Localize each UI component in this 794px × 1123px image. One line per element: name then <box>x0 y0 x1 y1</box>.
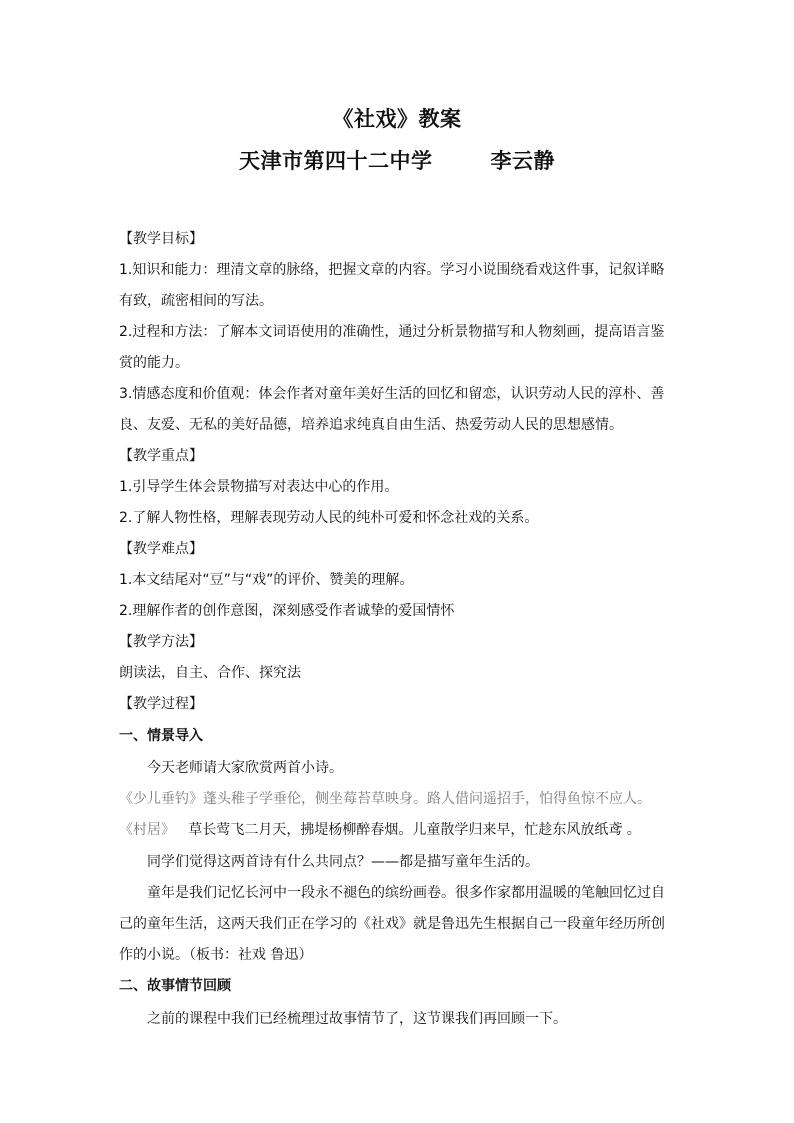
school-name: 天津市第四十二中学 <box>239 149 433 173</box>
poem-1: 《少儿垂钓》蓬头稚子学垂伦，侧坐莓苔草映身。路人借问遥招手，怕得鱼惊不应人。 <box>119 791 651 807</box>
keypoint-2: 2.了解人物性格，理解表现劳动人民的纯朴可爱和怀念社戏的关系。 <box>119 510 539 526</box>
difficulties-heading: 【教学难点】 <box>119 541 203 557</box>
poem-2-title: 《村居》 <box>119 822 175 838</box>
poem-2 <box>119 821 679 839</box>
difficulty-1: 1.本文结尾对“豆”与“戏”的评价、赞美的理解。 <box>119 572 414 588</box>
document-subtitle <box>0 148 794 174</box>
keypoint-1: 1.引导学生体会景物描写对表达中心的作用。 <box>119 479 399 495</box>
objective-2-line-2: 赏的能力。 <box>119 355 189 371</box>
difficulty-2: 2.理解作者的创作意图，深刻感受作者诚挚的爱国情怀 <box>119 603 455 619</box>
objective-1-line-2: 有致，疏密相间的写法。 <box>119 293 273 309</box>
objective-1-line-1: 1.知识和能力：理清文章的脉络，把握文章的内容。学习小说围绕看戏这件事，记叙详略 <box>119 262 665 278</box>
paragraph-line-2: 己的童年生活，这两天我们正在学习的《社戏》就是鲁迅先生根据自己一段童年经历所创 <box>119 916 665 932</box>
poem-2-text: 草长莺飞二月天，拂堤杨柳醉春烟。儿童散学归来早，忙趁东风放纸鸢 。 <box>188 822 641 838</box>
review-line: 之前的课程中我们已经梳理过故事情节了，这节课我们再回顾一下。 <box>147 1011 567 1027</box>
objective-2-line-1: 2.过程和方法：了解本文词语使用的准确性，通过分析景物描写和人物刻画，提高语言鉴 <box>119 324 665 340</box>
keypoints-heading: 【教学重点】 <box>119 448 203 464</box>
methods-heading: 【教学方法】 <box>119 634 203 650</box>
methods-text: 朗读法，自主、合作、探究法 <box>119 665 301 681</box>
process-heading: 【教学过程】 <box>119 696 203 712</box>
objective-3-line-2: 良、友爱、无私的美好品德，培养追求纯真自由生活、热爱劳动人民的思想感情。 <box>119 417 623 433</box>
section-1-heading: 一、情景导入 <box>119 728 203 744</box>
author-name: 李云静 <box>490 149 555 173</box>
objective-3-line-1: 3.情感态度和价值观：体会作者对童年美好生活的回忆和留恋，认识劳动人民的淳朴、善 <box>119 386 665 402</box>
document-title: 《社戏》教案 <box>332 107 462 131</box>
paragraph-line-1: 童年是我们记忆长河中一段永不褪色的缤纷画卷。很多作家都用温暖的笔触回忆过自 <box>147 885 665 901</box>
question-line: 同学们觉得这两首诗有什么共同点？——都是描写童年生活的。 <box>147 854 539 870</box>
intro-line: 今天老师请大家欣赏两首小诗。 <box>147 760 343 776</box>
paragraph-line-3: 作的小说。（板书：社戏 鲁迅） <box>119 947 313 963</box>
section-2-heading: 二、故事情节回顾 <box>119 978 231 994</box>
objectives-heading: 【教学目标】 <box>119 231 203 247</box>
